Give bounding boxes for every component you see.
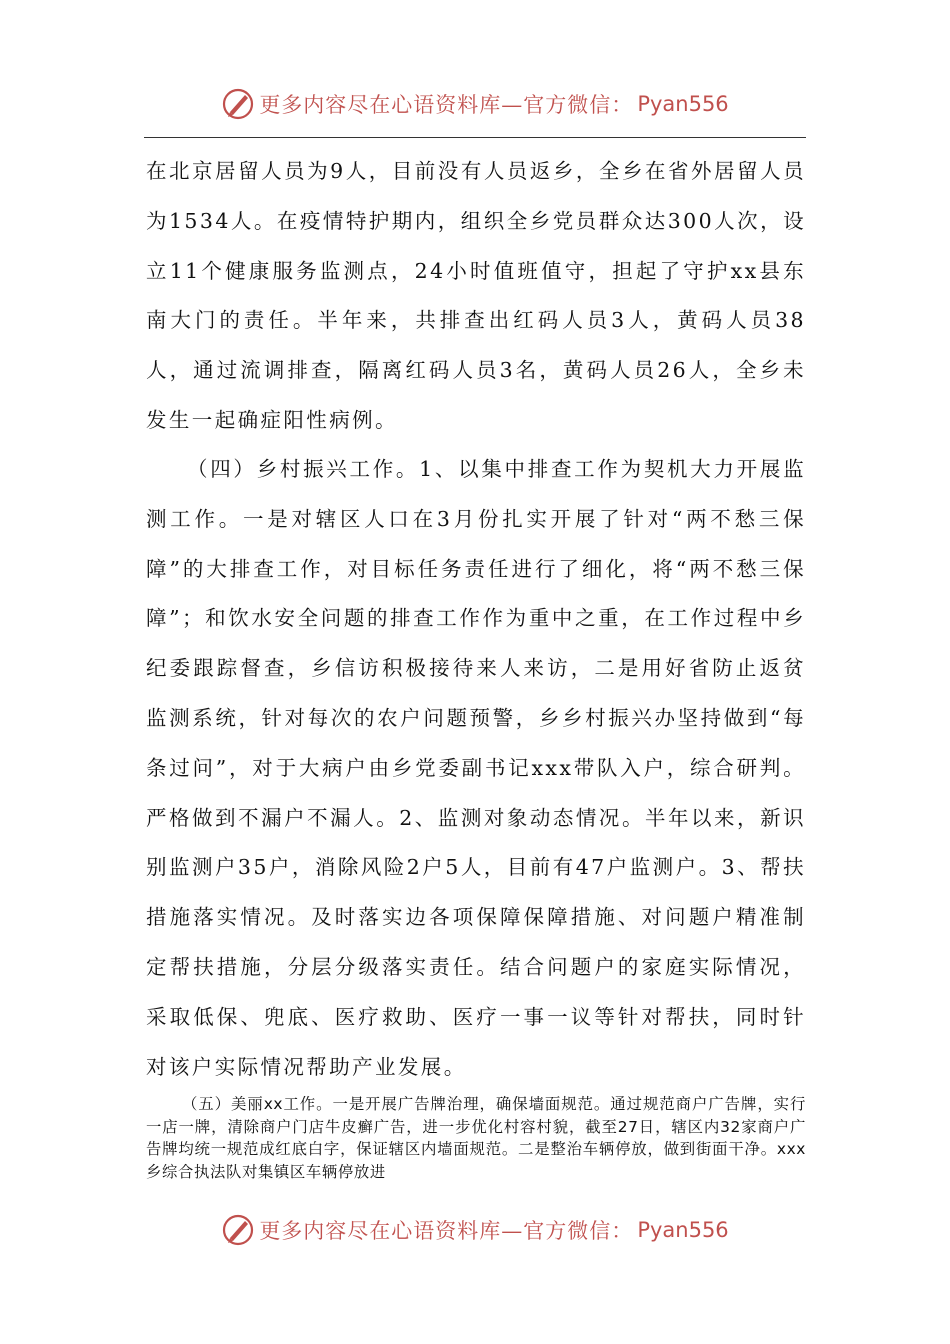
header-divider [144,137,806,138]
page-header-banner [0,82,950,126]
footer-wechat-id: Pyan556 [637,1218,729,1242]
header-wechat-id: Pyan556 [637,92,729,116]
body-paragraph-3: （五）美丽xx工作。一是开展广告牌治理，确保墙面规范。通过规范商户广告牌，实行一店一牌，清除商户门店牛皮癣广告，进一步优化村容村貌，截至27日，辖区内32家商户广告牌均统一规范成红底白字，保证辖区内墙面规范。二是整治车辆停放，做到街面干净。xxx乡综合执法队对集镇区车辆停放进 [146,1095,806,1181]
pen-logo-icon [221,1213,255,1247]
page-footer-banner [0,1208,950,1252]
footer-banner-text: 更多内容尽在心语资料库—官方微信： [259,1219,634,1243]
header-banner-text: 更多内容尽在心语资料库—官方微信： [259,93,634,117]
body-paragraph-2: （四）乡村振兴工作。1、以集中排查工作为契机大力开展监测工作。一是对辖区人口在3月份扎实开展了针对“两不愁三保障”的大排查工作，对目标任务责任进行了细化，将“两不愁三保障”；和饮水安全问题的排查工作作为重中之重，在工作过程中乡纪委跟踪督查，乡信访积极接待来人来访，二是用好省防止返贫监测系统，针对每次的农户问题预警，乡乡村振兴办坚持做到“每条过问”，对于大病户由乡党委副书记xxx带队入户，综合研判。严格做到不漏户不漏人。2、监测对象动态情况。半年以来，新识别监测户35户，消除风险2户5人，目前有47户监测户。3、帮扶措施落实情况。及时落实边各项保障保障措施、对问题户精准制定帮扶措施，分层分级落实责任。结合问题户的家庭实际情况，采取低保、兜底、医疗救助、医疗一事一议等针对帮扶，同时针对该户实际情况帮助产业发展。 [146,457,806,1079]
pen-logo-icon [221,87,255,121]
body-paragraph-1: 在北京居留人员为9人，目前没有人员返乡，全乡在省外居留人员为1534人。在疫情特护期内，组织全乡党员群众达300人次，设立11个健康服务监测点，24小时值班值守，担起了守护xx县东南大门的责任。半年来，共排查出红码人员3人，黄码人员38人，通过流调排查，隔离红码人员3名，黄码人员26人，全乡未发生一起确症阳性病例。 [146,159,806,432]
